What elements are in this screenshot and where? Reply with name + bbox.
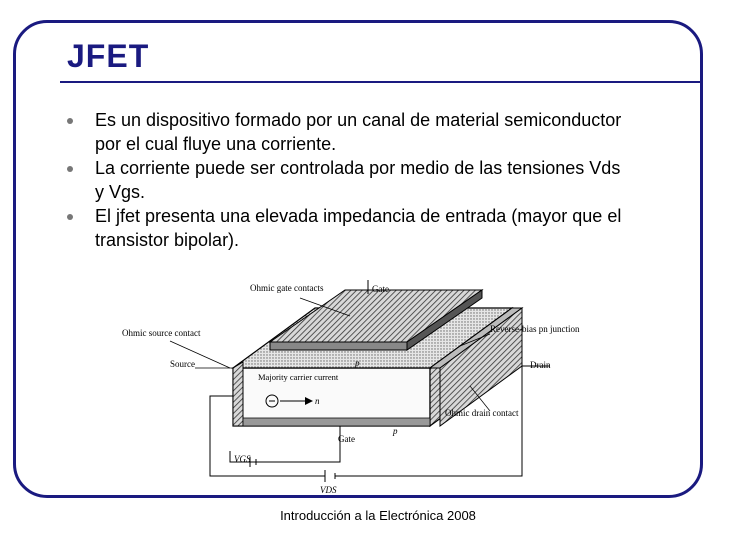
label-n-region: n	[315, 396, 320, 406]
label-ohmic-drain-contact: Ohmic drain contact	[445, 408, 519, 418]
source-contact	[233, 362, 243, 426]
label-gate-top: Gate	[372, 284, 389, 294]
title-divider	[60, 81, 700, 83]
gate-p-region-bottom	[243, 418, 430, 426]
bullet-dot-icon	[67, 166, 73, 172]
bullet-dot-icon	[67, 118, 73, 124]
bullet-item	[67, 108, 627, 156]
bullet-item	[67, 156, 627, 204]
label-p-bottom: p	[393, 426, 398, 436]
bullet-text: El jfet presenta una elevada impedancia de entrada (mayor que el transistor bipolar).	[95, 206, 622, 250]
label-source: Source	[170, 359, 195, 369]
label-majority-carrier: Majority carrier current	[258, 372, 339, 382]
label-drain: Drain	[530, 360, 551, 370]
slide-footer: Introducción a la Electrónica 2008	[280, 508, 476, 523]
slide-title: JFET	[67, 38, 150, 74]
gate-p-region-front	[270, 342, 407, 350]
label-ohmic-gate-contacts: Ohmic gate contacts	[250, 283, 324, 293]
bullet-text: Es un dispositivo formado por un canal de material semiconductor por el cual fluye una corriente.	[95, 110, 622, 154]
bullet-list	[67, 108, 627, 252]
label-gate-bottom: Gate	[338, 434, 355, 444]
label-vds: VDS	[320, 485, 337, 495]
bullet-text: La corriente puede ser controlada por medio de las tensiones Vds y Vgs.	[95, 158, 621, 202]
label-ohmic-source-contact: Ohmic source contact	[122, 328, 201, 338]
jfet-structure-diagram	[110, 276, 580, 495]
label-p-top: p	[355, 358, 360, 368]
label-reverse-bias: Reverse-bias pn junction	[490, 324, 580, 334]
bullet-item	[67, 204, 627, 252]
label-vgs: VGS	[234, 454, 251, 464]
bullet-dot-icon	[67, 214, 73, 220]
